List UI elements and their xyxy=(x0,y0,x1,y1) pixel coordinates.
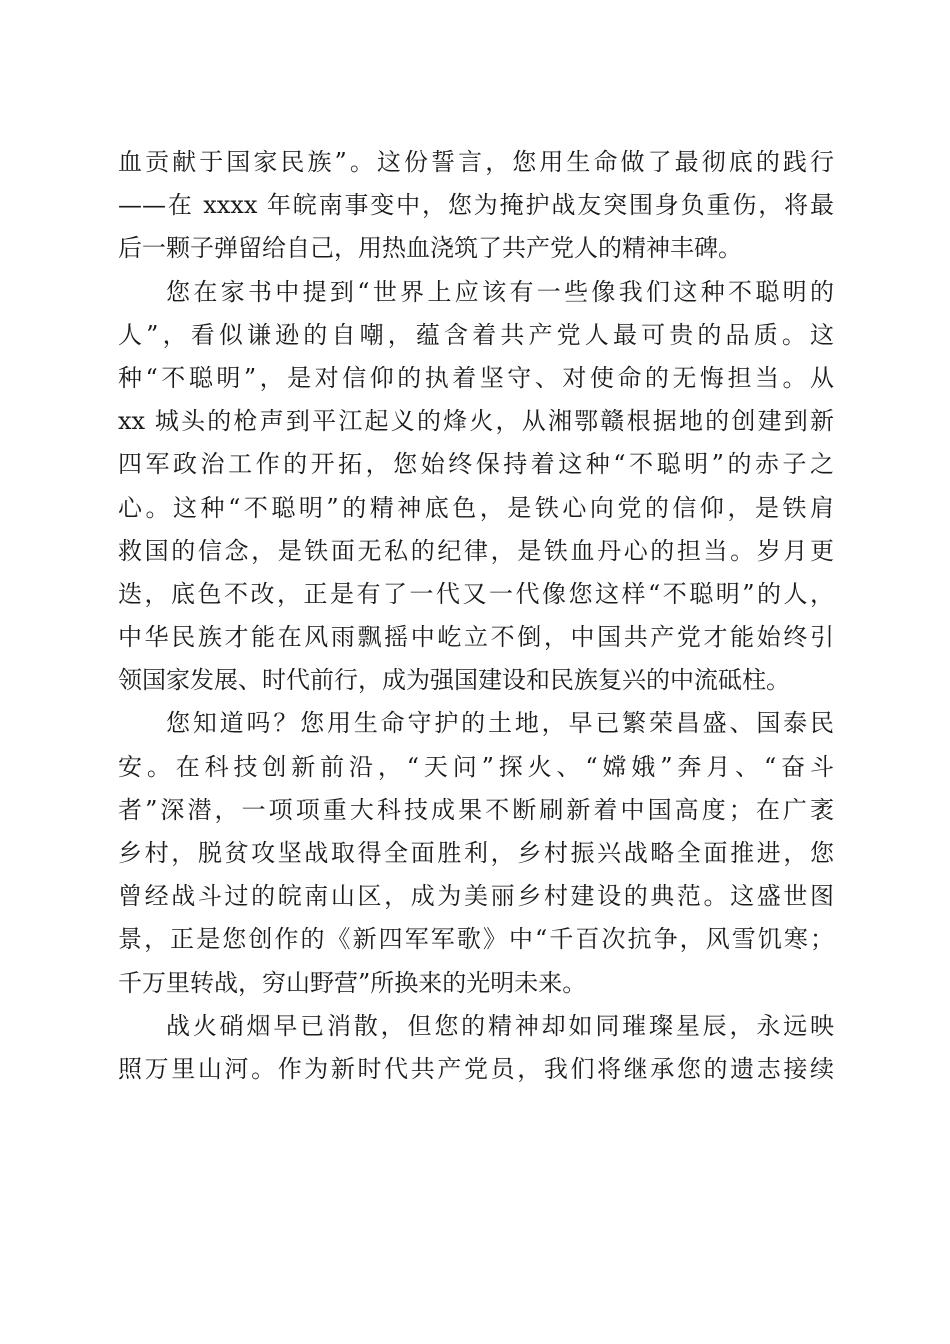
text-line: 者”深潜，一项项重大科技成果不断刷新着中国高度；在广袤 xyxy=(118,795,834,824)
text-line: 四军政治工作的开拓，您始终保持着这种“不聪明”的赤子之 xyxy=(118,450,834,479)
text-line: 安。在科技创新前沿，“天问”探火、“嫦娥”奔月、“奋斗 xyxy=(118,752,834,781)
text-line: 千万里转战，穷山野营”所换来的光明未来。 xyxy=(118,968,587,997)
text-line: 曾经战斗过的皖南山区，成为美丽乡村建设的典范。这盛世图 xyxy=(118,882,834,911)
paragraph-4 xyxy=(118,1005,834,1091)
text-line: 景，正是您创作的《新四军军歌》中“千百次抗争，风雪饥寒； xyxy=(118,925,834,954)
text-line: 乡村，脱贫攻坚战取得全面胜利，乡村振兴战略全面推进，您 xyxy=(118,839,834,867)
text-line: 中华民族才能在风雨飘摇中屹立不倒，中国共产党才能始终引 xyxy=(118,623,834,652)
text-line: xx 城头的枪声到平江起义的烽火，从湘鄂赣根据地的创建到新 xyxy=(118,407,834,436)
text-line: 您知道吗？您用生命守护的土地，早已繁荣昌盛、国泰民 xyxy=(166,709,834,738)
text-line: 心。这种“不聪明”的精神底色，是铁心向党的信仰，是铁肩 xyxy=(118,493,834,522)
text-line: 您在家书中提到“世界上应该有一些像我们这种不聪明的 xyxy=(166,277,834,306)
paragraph-3 xyxy=(118,702,834,1004)
text-line: 照万里山河。作为新时代共产党员，我们将继承您的遗志接续 xyxy=(118,1054,834,1083)
text-line: 战火硝烟早已消散，但您的精神却如同璀璨星辰，永远映 xyxy=(166,1011,834,1040)
text-line: 种“不聪明”，是对信仰的执着坚守、对使命的无悔担当。从 xyxy=(118,363,834,392)
paragraph-1 xyxy=(118,141,834,271)
text-line: 血贡献于国家民族”。这份誓言，您用生命做了最彻底的践行 xyxy=(118,148,834,176)
text-line: 迭，底色不改，正是有了一代又一代像您这样“不聪明”的人， xyxy=(118,579,834,608)
text-line: 后一颗子弹留给自己，用热血浇筑了共产党人的精神丰碑。 xyxy=(118,234,742,263)
body-text xyxy=(118,141,834,1091)
text-line: 救国的信念，是铁面无私的纪律，是铁血丹心的担当。岁月更 xyxy=(118,536,834,565)
paragraph-2 xyxy=(118,271,834,703)
text-line: 人”，看似谦逊的自嘲，蕴含着共产党人最可贵的品质。这 xyxy=(118,320,834,349)
text-line: ——在 xxxx 年皖南事变中，您为掩护战友突围身负重伤，将最 xyxy=(118,191,834,220)
text-line: 领国家发展、时代前行，成为强国建设和民族复兴的中流砥柱。 xyxy=(118,666,790,695)
